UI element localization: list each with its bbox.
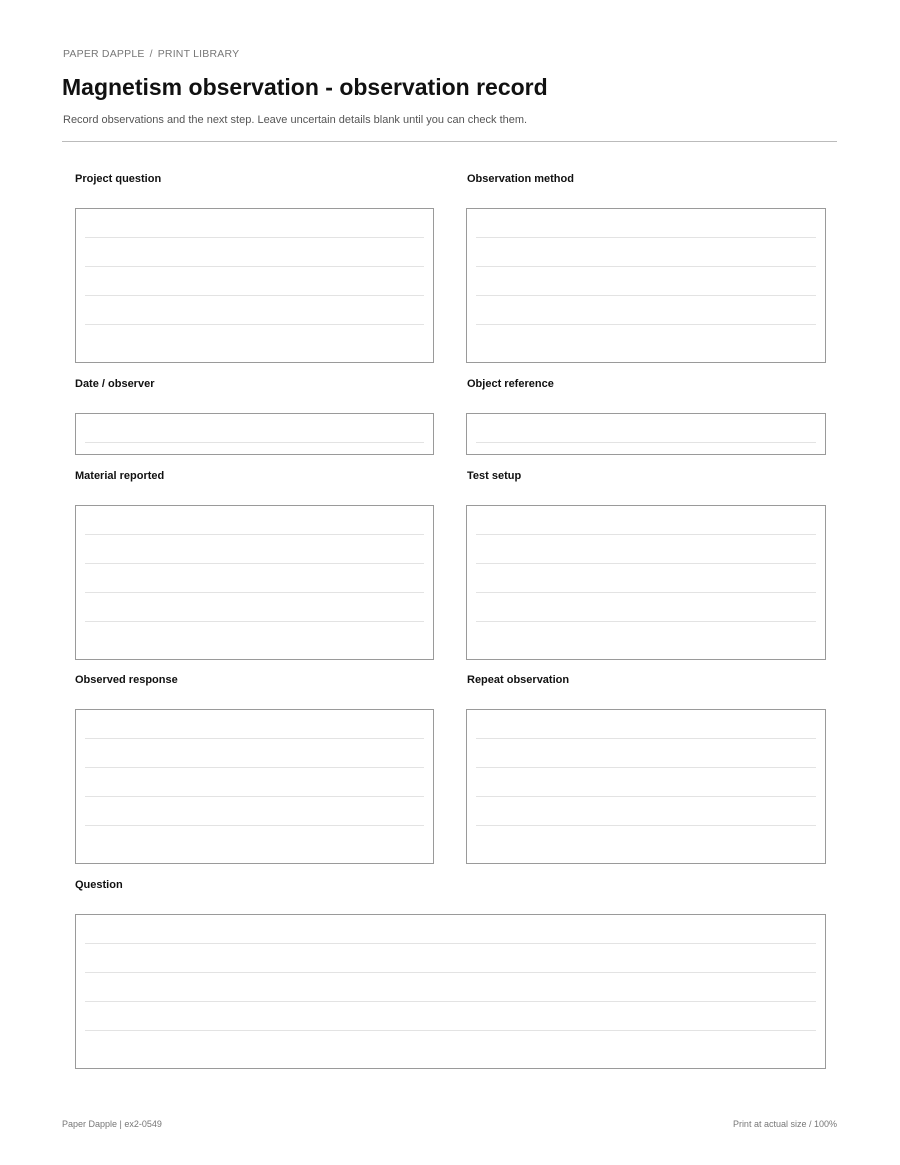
test-setup-label: Test setup <box>467 470 522 482</box>
material-reported-field[interactable] <box>75 505 434 660</box>
project-question-field[interactable] <box>75 208 434 363</box>
header-divider <box>62 141 837 142</box>
writing-line <box>85 738 424 739</box>
writing-line <box>85 767 424 768</box>
writing-line <box>85 442 424 443</box>
object-reference-field[interactable] <box>466 413 826 455</box>
breadcrumb-item-library: PRINT LIBRARY <box>157 48 240 60</box>
observed-response-field[interactable] <box>75 709 434 864</box>
writing-line <box>476 738 816 739</box>
date-observer-label: Date / observer <box>75 378 155 390</box>
footer-source: Paper Dapple | ex2-0549 <box>62 1119 162 1129</box>
question-label: Question <box>75 879 123 891</box>
test-setup-field[interactable] <box>466 505 826 660</box>
writing-line <box>476 295 816 296</box>
writing-line <box>476 767 816 768</box>
breadcrumb-item-brand: PAPER DAPPLE <box>63 48 145 60</box>
repeat-observation-label: Repeat observation <box>467 674 570 686</box>
writing-line <box>85 943 816 944</box>
breadcrumb-separator: / <box>149 48 153 60</box>
page-subtitle: Record observations and the next step. Leave uncertain details blank until you can check them. <box>63 114 528 126</box>
writing-line <box>476 442 816 443</box>
writing-line <box>476 237 816 238</box>
writing-line <box>85 534 424 535</box>
writing-line <box>476 534 816 535</box>
writing-line <box>85 237 424 238</box>
repeat-observation-field[interactable] <box>466 709 826 864</box>
observed-response-label: Observed response <box>75 674 178 686</box>
writing-line <box>85 972 816 973</box>
material-reported-label: Material reported <box>75 470 165 482</box>
project-question-label: Project question <box>75 173 162 185</box>
writing-line <box>85 592 424 593</box>
writing-line <box>85 825 424 826</box>
writing-line <box>85 1030 816 1031</box>
date-observer-field[interactable] <box>75 413 434 455</box>
observation-method-label: Observation method <box>467 173 574 185</box>
writing-line <box>476 796 816 797</box>
footer-print-note: Print at actual size / 100% <box>732 1119 837 1129</box>
observation-method-field[interactable] <box>466 208 826 363</box>
writing-line <box>85 295 424 296</box>
writing-line <box>85 621 424 622</box>
writing-line <box>476 563 816 564</box>
question-field[interactable] <box>75 914 826 1069</box>
writing-line <box>476 266 816 267</box>
page-title: Magnetism observation - observation record <box>62 74 548 100</box>
writing-line <box>85 563 424 564</box>
writing-line <box>476 592 816 593</box>
object-reference-label: Object reference <box>467 378 554 390</box>
writing-line <box>476 621 816 622</box>
writing-line <box>85 266 424 267</box>
writing-line <box>85 796 424 797</box>
writing-line <box>85 324 424 325</box>
writing-line <box>476 825 816 826</box>
writing-line <box>476 324 816 325</box>
breadcrumb <box>63 48 239 60</box>
writing-line <box>85 1001 816 1002</box>
